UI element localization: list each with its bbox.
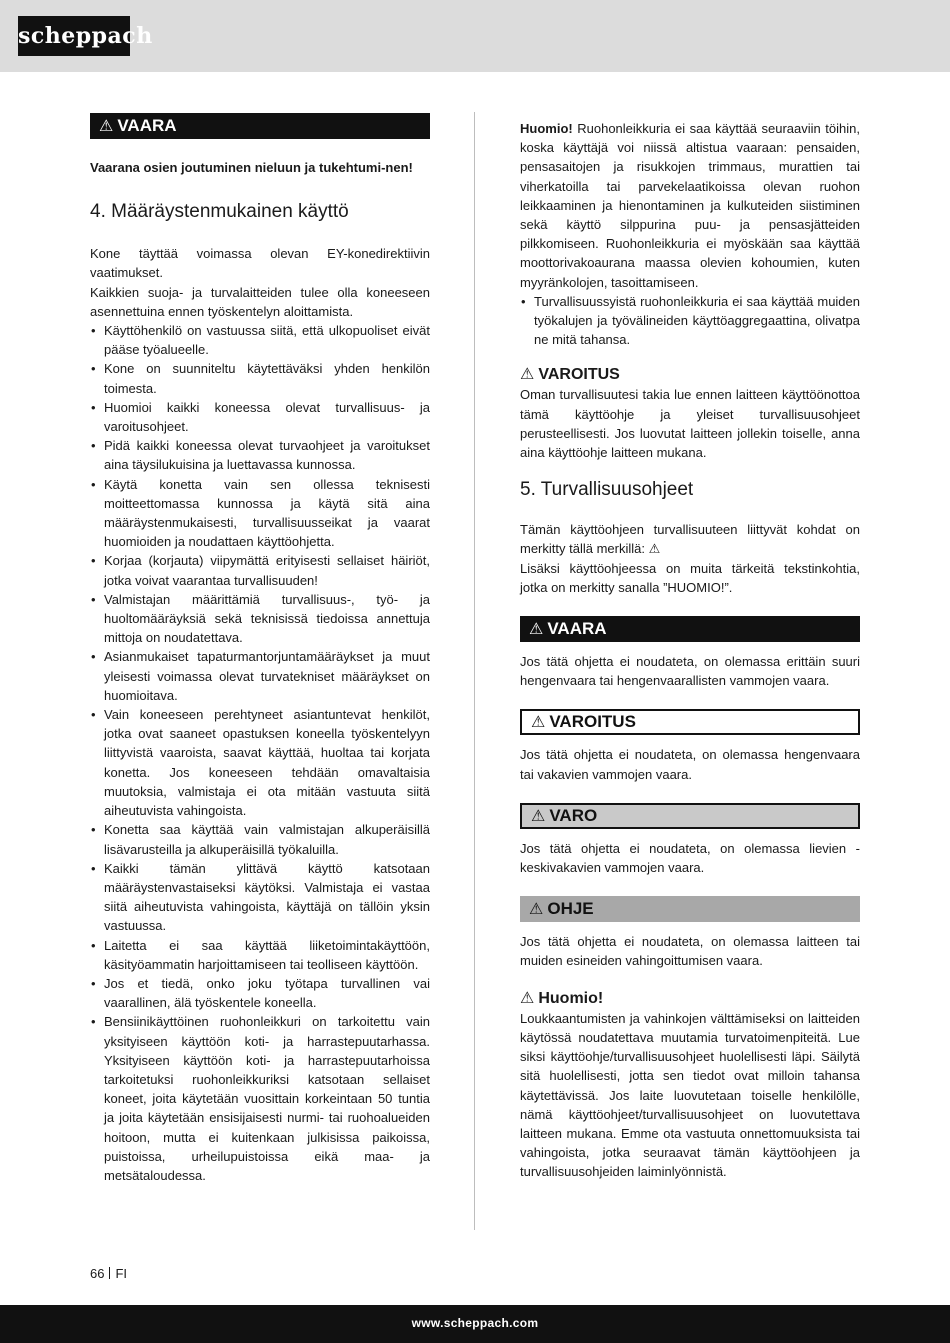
danger-bar-label: VAARA xyxy=(117,116,177,135)
page-footer xyxy=(0,1305,950,1343)
website-url: www.scheppach.com xyxy=(411,1316,539,1330)
warning-triangle-icon: ⚠ xyxy=(99,118,114,135)
list-item: • Huomioi kaikki koneessa olevat turvallisuus- ja varoitusohjeet. xyxy=(90,398,430,436)
vaara-text: Jos tätä ohjetta ei noudateta, on olemassa erittäin suuri hengenvaara tai hengenvaarallisten vammojen vaara. xyxy=(520,654,860,689)
page-number-separator xyxy=(109,1267,110,1279)
list-item: • Turvallisuussyistä ruohonleikkuria ei saa käyttää muiden työkalujen ja työvälineiden käyttöaggregaattina, olivatpa ne mitä tahansa. xyxy=(520,292,860,350)
list-item: • Korjaa (korjauta) viipymättä erityisesti sellaiset häiriöt, jotka voivat vaarantaa turvallisuuden! xyxy=(90,551,430,589)
section-5-title: 5. Turvallisuusohjeet xyxy=(520,479,694,501)
list-item: • Kaikki tämän ylittävä käyttö katsotaan määräystenvastaiseksi käytöksi. Valmistaja ei vastaa siitä aiheutuvista vahingoista, käyttäjä on tällöin yksin vastuussa. xyxy=(90,859,430,936)
column-divider xyxy=(474,112,475,1230)
warning-triangle-icon: ⚠ xyxy=(529,621,544,639)
danger-bar xyxy=(90,113,430,139)
note-text: Ruohonleikkuria ei saa käyttää seuraaviin töihin, koska käyttäjä voi niissä altistua vaaraan: pensaiden, pensasaitojen ja risukkojen trimmaus, murattien tai viherkatoilla tai parvekelaatikoissa olevan ruohon leikkaaminen ja hienontaminen ja kulkuteiden siistiminen sekä käyttö silppurina puu- ja pensasjätteiden pilkkomiseen. Ruohonleikkuria ei myöskään saa käyttää moottorivakoaurana maassa olevien kohoumien, kuten myyränkolojen, tasoittamiseen. xyxy=(520,121,860,290)
warning-triangle-icon: ⚠ xyxy=(520,366,535,384)
left-column xyxy=(90,113,430,1185)
vaara-bar xyxy=(520,616,860,642)
section-5-text-2: Lisäksi käyttöohjeessa on muita tärkeitä tekstinkohtia, jotka on merkitty sanalla ”HUOMIO!”. xyxy=(520,560,860,595)
varo-bar-label: VARO xyxy=(549,805,598,825)
list-item: • Kone on suunniteltu käytettäväksi yhden henkilön toimesta. xyxy=(90,359,430,397)
section-4-title: 4. Määräystenmukainen käyttö xyxy=(90,201,349,223)
list-item: • Valmistajan määrittämiä turvallisuus-, työ- ja huoltomääräyksiä sekä teknisissä tiedoissa annettuja mittoja on noudatettava. xyxy=(90,590,430,648)
list-item: • Vain koneeseen perehtyneet asiantuntevat henkilöt, jotka ovat saaneet opastuksen koneella työskentelyyn liittyvistä vaaroista, saavat käyttää, huoltaa tai korjata konetta. Jos koneeseen tehdään omavaltaisia muutoksia, valmistaja ei ota mitään vastuuta siitä aiheutuvista vahingoista. xyxy=(90,705,430,820)
varoitus-bar xyxy=(520,709,860,735)
note-bullet-list xyxy=(520,292,860,350)
danger-text: Vaarana osien joutuminen nieluun ja tukehtumi-nen! xyxy=(90,160,413,175)
scheppach-logo: scheppach xyxy=(18,16,130,56)
note-paragraph xyxy=(520,119,860,292)
huomio-text: Loukkaantumisten ja vahinkojen välttämiseksi on laitteiden käytössä noudatettava muutamia turvatoimenpiteitä. Lue siksi käyttöohje/turvallisuusohjeet huolellisesti läpi. Säilytä sitä huolellisesti, jotta sen tiedot ovat milloin tahansa käytettävissä. Jos laite luovutetaan toiselle henkilölle, nämä käyttöohjeet/turvallisuusohjeet on luovutettava laitteen mukana. Emme ota vastuuta onnettomuuksista tai vahingoista, jotka seuraavat tämän käyttöohjeen ja turvallisuusohjeiden laiminlyönnistä. xyxy=(520,1010,860,1180)
warning-triangle-icon: ⚠ xyxy=(531,714,546,732)
warning-triangle-icon: ⚠ xyxy=(520,989,535,1007)
varoitus-text: Jos tätä ohjetta ei noudateta, on olemassa hengenvaara tai vakavien vammojen vaara. xyxy=(520,747,860,782)
list-item: • Laitetta ei saa käyttää liiketoimintakäyttöön, käsityöammatin harjoittamiseen tai teolliseen käyttöön. xyxy=(90,936,430,974)
list-item: • Jos et tiedä, onko joku työtapa turvallinen vai vaarallinen, älä työskentele koneella. xyxy=(90,974,430,1012)
huomio-heading xyxy=(520,989,860,1009)
right-column xyxy=(520,119,860,1182)
list-item: • Käyttöhenkilö on vastuussa siitä, että ulkopuoliset eivät pääse työalueelle. xyxy=(90,321,430,359)
ohje-bar xyxy=(520,896,860,922)
usage-bullet-list xyxy=(90,321,430,1185)
list-item: • Asianmukaiset tapaturmantorjuntamääräykset ja muut yleisesti voimassa olevat turvatekniset määräykset on huomioitava. xyxy=(90,647,430,705)
page-number xyxy=(90,1265,127,1283)
list-item: • Konetta saa käyttää vain valmistajan alkuperäisillä lisävarusteilla ja alkuperäisillä työkaluilla. xyxy=(90,820,430,858)
list-item: • Bensiinikäyttöinen ruohonleikkuri on tarkoitettu vain yksityiseen käyttöön koti- ja harrastepuutarhassa. Yksityiseen käyttöön koti- ja harrastepuutarhoissa tarkoitetuksi ruohonleikkuriksi katsotaan sellaiset koneet, joita käytetään vuosittain korkeintaan 50 tuntia ja joita käytetään ensisijaisesti nurmi- tai ruohoalueiden hoitoon, mutta ei kuitenkaan julkisissa paikoissa, puistoissa, urheilupuistoissa eikä maa- ja metsätaloudessa. xyxy=(90,1012,430,1185)
warning-triangle-icon: ⚠ xyxy=(531,807,546,825)
language-code: FI xyxy=(115,1266,128,1281)
list-item: • Pidä kaikki koneessa olevat turvaohjeet ja varoitukset aina täysilukuisina ja luettavassa kunnossa. xyxy=(90,436,430,474)
page-header xyxy=(0,0,950,72)
list-item: • Käytä konetta vain sen ollessa teknisesti moitteettomassa kunnossa ja käytä sitä aina määräystenmukaisesti, turvallisuusseikat ja vaarat huomioiden ja noudattaen käyttöohjetta. xyxy=(90,475,430,552)
page-number-value: 66 xyxy=(90,1266,105,1281)
ohje-text: Jos tätä ohjetta ei noudateta, on olemassa laitteen tai muiden esineiden vahingoittumisen vaara. xyxy=(520,934,860,969)
note-label: Huomio! xyxy=(520,121,573,136)
varo-text: Jos tätä ohjetta ei noudateta, on olemassa lievien - keskivakavien vammojen vaara. xyxy=(520,840,860,876)
intro-paragraph-2: Kaikkien suoja- ja turvalaitteiden tulee olla koneeseen asennettuina ennen työskentelyn aloittamista. xyxy=(90,284,430,319)
warning-text: Oman turvallisuutesi takia lue ennen laitteen käyttöönottoa tämä käyttöohje ja yleiset turvallisuusohjeet perusteellisesti. Jos luovutat laitteen jollekin toiselle, anna aina käyttöohje laitteen mukana. xyxy=(520,387,860,461)
huomio-heading-label: Huomio! xyxy=(538,989,604,1007)
intro-paragraph-1: Kone täyttää voimassa olevan EY-konedirektiivin vaatimukset. xyxy=(90,246,430,281)
section-5-text-1: Tämän käyttöohjeen turvallisuuteen liittyvät kohdat on merkitty tällä merkillä: ⚠ xyxy=(520,522,860,557)
ohje-bar-label: OHJE xyxy=(547,899,594,919)
varo-bar xyxy=(520,803,860,829)
warning-heading-label: VAROITUS xyxy=(538,366,620,384)
warning-heading xyxy=(520,365,860,385)
varoitus-bar-label: VAROITUS xyxy=(549,712,636,732)
warning-triangle-icon: ⚠ xyxy=(529,901,544,919)
vaara-bar-label: VAARA xyxy=(547,619,607,639)
